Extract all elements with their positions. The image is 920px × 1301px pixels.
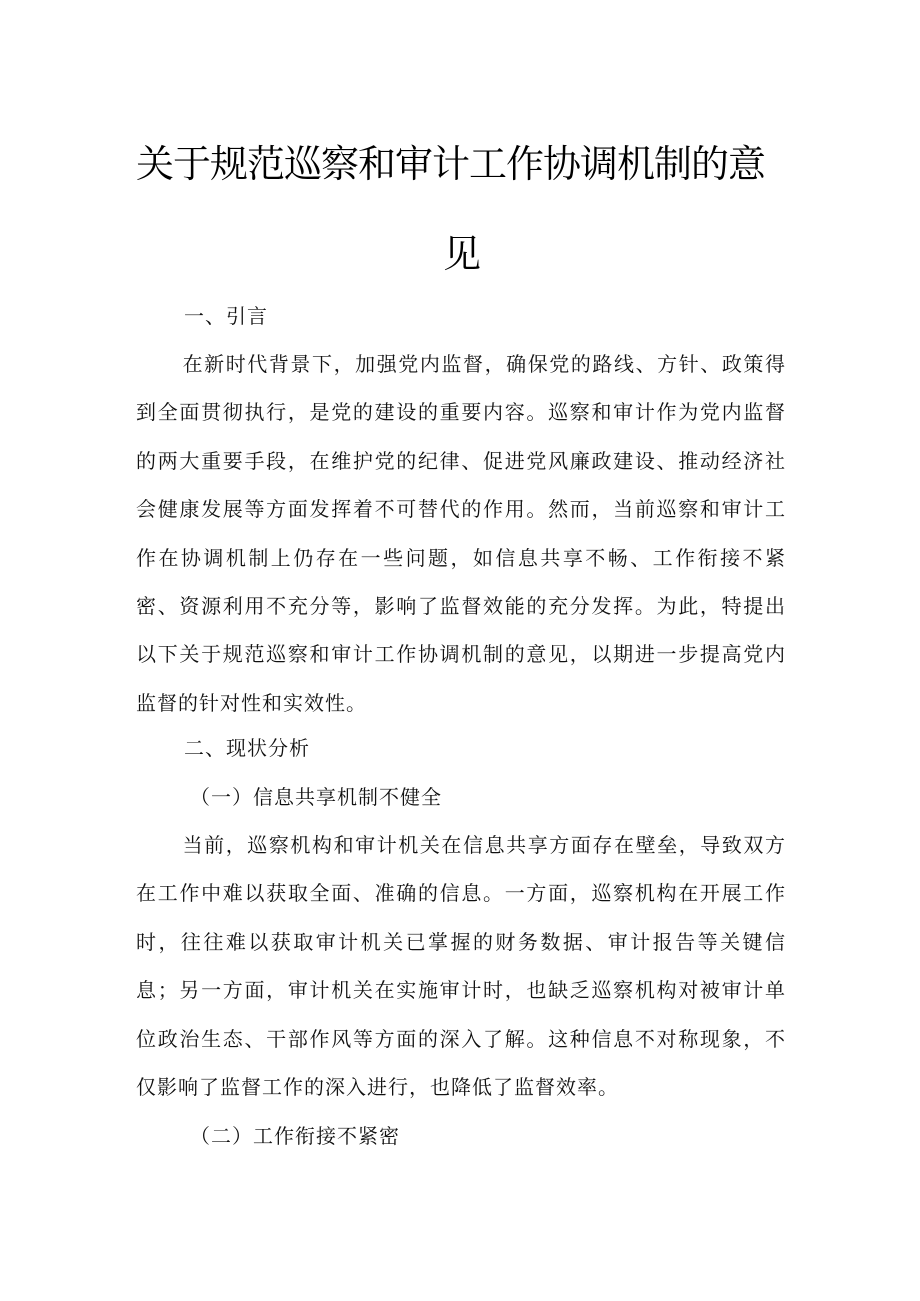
document-title-line-1: 关于规范巡察和审计工作协调机制的意 — [136, 142, 766, 186]
subsection-heading-work-connection: （二）工作衔接不紧密 — [190, 1124, 400, 1148]
section-heading-intro: 一、引言 — [184, 304, 268, 328]
intro-paragraph-text: 在新时代背景下，加强党内监督，确保党的路线、方针、政策得到全面贯彻执行，是党的建设的重要内容。巡察和审计作为党内监督的两大重要手段，在维护党的纪律、促进党风廉政建设、推动经济社会健康发展等方面发挥着不可替代的作用。然而，当前巡察和审计工作在协调机制上仍存在一些问题，如信息共享不畅、工作衔接不紧密、资源利用不充分等，影响了监督效能的充分发挥。为此，特提出以下关于规范巡察和审计工作协调机制的意见，以期进一步提高党内监督的针对性和实效性。 — [136, 352, 786, 715]
info-sharing-paragraph-text: 当前，巡察机构和审计机关在信息共享方面存在壁垒，导致双方在工作中难以获取全面、准确的信息。一方面，巡察机构在开展工作时，往往难以获取审计机关已掌握的财务数据、审计报告等关键信息；另一方面，审计机关在实施审计时，也缺乏巡察机构对被审计单位政治生态、干部作风等方面的深入了解。这种信息不对称现象，不仅影响了监督工作的深入进行，也降低了监督效率。 — [136, 833, 786, 1100]
intro-paragraph — [136, 340, 786, 727]
subsection-heading-info-sharing: （一）信息共享机制不健全 — [190, 785, 442, 809]
section-heading-status: 二、现状分析 — [184, 736, 310, 760]
info-sharing-paragraph — [136, 821, 786, 1111]
document-title-line-2: 见 — [443, 232, 481, 276]
